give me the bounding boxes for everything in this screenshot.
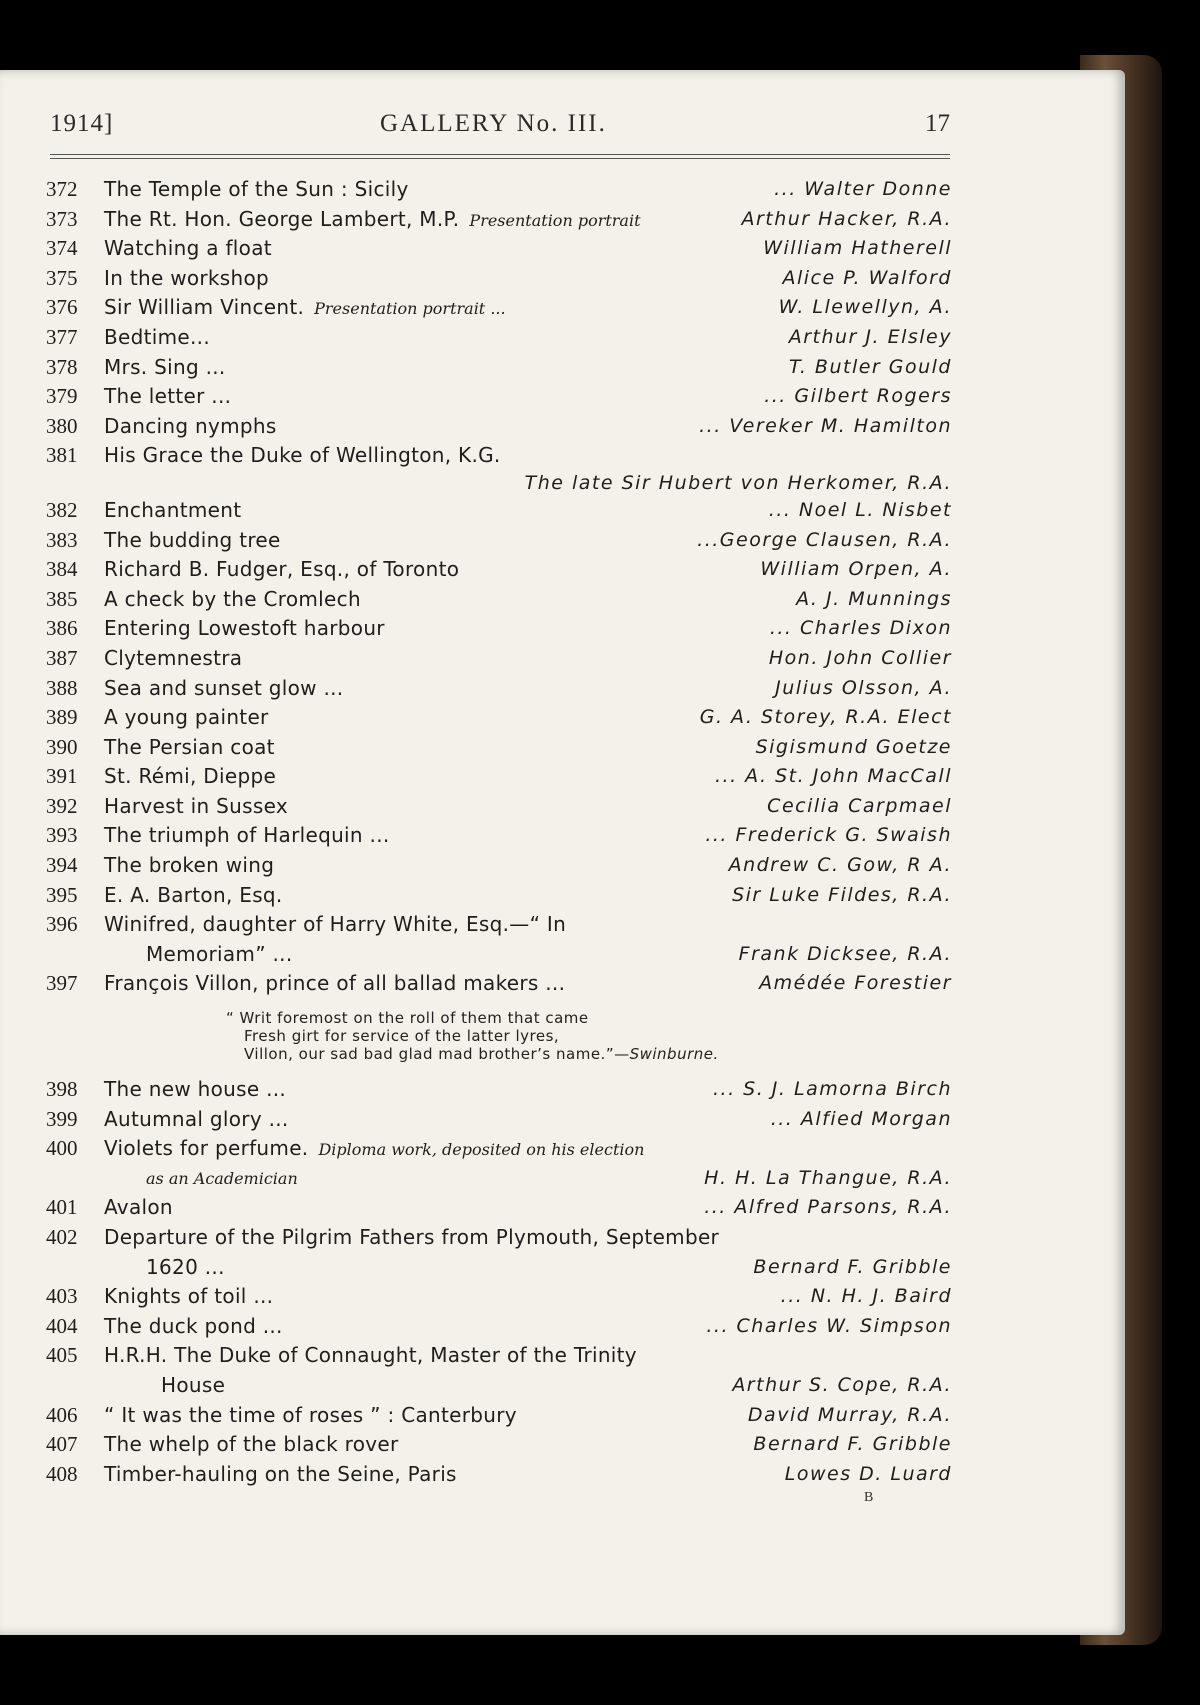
entry-row xyxy=(46,1134,952,1164)
entry-artist: W. Llewellyn, A. xyxy=(778,296,952,319)
quotation-line xyxy=(226,1027,952,1045)
entry-artist: ... Walter Donne xyxy=(774,178,952,200)
entry-number: 386 xyxy=(46,616,78,641)
catalogue-entry xyxy=(46,762,952,792)
entry-row xyxy=(46,555,952,585)
catalogue-entry xyxy=(46,910,952,969)
entry-title xyxy=(104,293,506,324)
entry-continuation xyxy=(46,1164,952,1194)
entry-number: 396 xyxy=(46,912,78,937)
entry-artist: G. A. Storey, R.A. Elect xyxy=(699,706,952,729)
entry-title xyxy=(104,264,269,294)
entry-artist: Julius Olsson, A. xyxy=(775,676,952,699)
entry-continuation xyxy=(46,940,952,970)
entry-title-text: E. A. Barton, Esq. xyxy=(104,882,283,907)
entry-row xyxy=(46,910,952,940)
entry-title-text: Sir William Vincent. xyxy=(104,295,305,320)
entry-title xyxy=(104,969,565,999)
entry-title-text: A check by the Cromlech xyxy=(104,586,361,611)
entry-title-text: A young painter xyxy=(104,705,269,730)
entry-number: 374 xyxy=(46,236,78,261)
entry-number: 388 xyxy=(46,675,78,700)
entry-number: 395 xyxy=(46,882,78,907)
entry-artist: H. H. La Thangue, R.A. xyxy=(704,1166,952,1189)
header-year: 1914] xyxy=(50,110,114,137)
catalogue-entry xyxy=(46,851,952,881)
entry-number: 404 xyxy=(46,1313,78,1338)
entry-title xyxy=(104,441,501,471)
entry-title xyxy=(104,881,283,911)
entry-title xyxy=(104,733,275,763)
entry-row xyxy=(46,412,952,442)
entry-row xyxy=(46,1401,952,1431)
entry-number: 382 xyxy=(46,497,78,522)
entry-title-text: Bedtime... xyxy=(104,324,210,349)
entry-title-text: “ It was the time of roses ” : Canterbury xyxy=(104,1402,517,1427)
catalogue-entry xyxy=(46,264,952,294)
quotation-line xyxy=(226,1009,952,1027)
catalogue-entry xyxy=(46,1282,952,1312)
entry-title-text: H.R.H. The Duke of Connaught, Master of the Trinity xyxy=(104,1343,637,1368)
entry-title xyxy=(104,851,274,881)
entry-number: 383 xyxy=(46,527,78,552)
entry-row xyxy=(46,441,952,471)
catalogue-entry xyxy=(46,1134,952,1193)
catalogue-entry xyxy=(46,382,952,412)
entry-note: Diploma work, deposited on his election xyxy=(318,1140,645,1160)
catalogue-entry xyxy=(46,323,952,353)
entry-artist: William Orpen, A. xyxy=(760,558,952,581)
entry-number: 394 xyxy=(46,853,78,878)
entry-title-text: Violets for perfume. xyxy=(104,1136,309,1161)
entry-number: 399 xyxy=(46,1106,78,1131)
entry-title-text: The broken wing xyxy=(104,853,275,878)
entry-number: 384 xyxy=(46,557,78,582)
entry-title-text: Mrs. Sing ... xyxy=(104,354,226,379)
entry-number: 400 xyxy=(46,1136,78,1161)
header-gallery-title: GALLERY No. III. xyxy=(380,110,607,137)
entry-title xyxy=(104,762,276,792)
entry-row xyxy=(46,1341,952,1371)
entry-title xyxy=(104,644,242,674)
entry-artist: ... A. St. John MacCall xyxy=(715,765,952,788)
entry-title-text: Harvest in Sussex xyxy=(104,793,288,818)
entry-number: 402 xyxy=(46,1225,78,1249)
entry-title xyxy=(104,1460,457,1490)
entry-title-text: Enchantment xyxy=(104,497,242,522)
entry-title-text: The Temple of the Sun : Sicily xyxy=(104,177,409,201)
entry-title-text: Timber-hauling on the Seine, Paris xyxy=(104,1461,457,1486)
entry-title-text: Autumnal glory ... xyxy=(104,1106,289,1131)
entry-title-text: Richard B. Fudger, Esq., of Toronto xyxy=(104,557,460,582)
entry-title-text: Winifred, daughter of Harry White, Esq.—“ In xyxy=(104,912,567,937)
entry-number: 392 xyxy=(46,793,78,818)
entry-row xyxy=(46,881,952,911)
entry-row xyxy=(46,614,952,644)
catalogue-entry xyxy=(46,969,952,999)
entry-title-text: The Rt. Hon. George Lambert, M.P. xyxy=(104,206,460,231)
entry-artist: Sir Luke Fildes, R.A. xyxy=(732,883,952,906)
entry-continuation xyxy=(46,1371,952,1401)
entry-artist: ... Frederick G. Swaish xyxy=(705,824,952,847)
entry-title xyxy=(104,910,566,940)
entry-artist: ... Noel L. Nisbet xyxy=(768,498,952,521)
entry-row xyxy=(46,733,952,763)
entry-title-text: Clytemnestra xyxy=(104,645,243,670)
entry-title xyxy=(104,821,390,851)
entry-number: 373 xyxy=(46,206,78,231)
entry-number: 387 xyxy=(46,645,78,670)
entry-row xyxy=(46,792,952,822)
catalogue-entry xyxy=(46,412,952,442)
entry-artist: Frank Dicksee, R.A. xyxy=(738,942,952,965)
entry-title xyxy=(104,1193,173,1223)
entry-artist: ... Charles W. Simpson xyxy=(706,1314,952,1337)
entry-title xyxy=(104,1223,719,1253)
entry-number: 381 xyxy=(46,443,78,468)
entry-artist: ...George Clausen, R.A. xyxy=(697,528,952,551)
entry-artist: Arthur J. Elsley xyxy=(788,325,952,348)
entry-title-text: The Persian coat xyxy=(104,734,275,759)
entry-artist: ... S. J. Lamorna Birch xyxy=(713,1078,952,1101)
page-header xyxy=(50,110,950,150)
entry-title-text: St. Rémi, Dieppe xyxy=(104,764,277,789)
entry-title xyxy=(104,1134,644,1165)
entry-note: Presentation portrait ... xyxy=(314,299,506,319)
catalogue-entry xyxy=(46,1312,952,1342)
quotation-text: “ Writ foremost on the roll of them that came xyxy=(226,1009,589,1028)
catalogue-entry xyxy=(46,526,952,556)
header-page-number: 17 xyxy=(925,110,950,137)
entry-title xyxy=(104,1075,286,1105)
catalogue-entry xyxy=(46,205,952,235)
catalogue-entry xyxy=(46,792,952,822)
entry-title-continuation: 1620 ... xyxy=(146,1254,225,1279)
entry-title-text: The letter ... xyxy=(104,384,232,409)
entry-title xyxy=(104,382,231,412)
entry-row xyxy=(46,496,952,526)
entry-title-text: His Grace the Duke of Wellington, K.G. xyxy=(104,443,501,468)
entry-title xyxy=(104,792,288,822)
entry-row xyxy=(46,851,952,881)
signature-mark: B xyxy=(864,1490,874,1505)
entry-artist: Arthur Hacker, R.A. xyxy=(741,207,952,230)
entry-number: 377 xyxy=(46,324,78,349)
entry-artist: ... Charles Dixon xyxy=(769,617,952,640)
entry-row xyxy=(46,1460,952,1490)
entry-row xyxy=(46,526,952,556)
entry-artist: ... Vereker M. Hamilton xyxy=(699,414,952,437)
entry-title-text: Departure of the Pilgrim Fathers from Plymouth, September xyxy=(104,1225,720,1249)
entry-row xyxy=(46,1075,952,1105)
entry-number: 397 xyxy=(46,971,78,996)
entry-artist: Amédée Forestier xyxy=(759,972,952,995)
entry-row xyxy=(46,969,952,999)
catalogue-entry xyxy=(46,353,952,383)
entry-title xyxy=(104,234,272,264)
entry-note: Presentation portrait xyxy=(469,210,641,230)
entry-row xyxy=(46,703,952,733)
catalogue-entry xyxy=(46,441,952,496)
entry-artist: Lowes D. Luard xyxy=(784,1462,952,1485)
entry-artist: Hon. John Collier xyxy=(768,646,952,669)
entry-number: 391 xyxy=(46,764,78,789)
entry-row xyxy=(46,175,952,205)
entry-artist: Bernard F. Gribble xyxy=(753,1255,952,1278)
quotation-source: Swinburne. xyxy=(629,1045,719,1064)
entry-continuation xyxy=(46,471,952,496)
entry-title xyxy=(104,496,241,526)
catalogue-entry xyxy=(46,175,952,205)
entry-row xyxy=(46,1282,952,1312)
entry-title xyxy=(104,526,281,556)
entry-note-continuation: as an Academician xyxy=(146,1168,298,1188)
entry-title xyxy=(104,175,409,205)
catalogue-entry xyxy=(46,703,952,733)
entry-title xyxy=(104,353,226,383)
entry-row xyxy=(46,585,952,615)
catalogue-entry xyxy=(46,881,952,911)
catalogue-entry xyxy=(46,555,952,585)
catalogue-entry xyxy=(46,1401,952,1431)
header-rule xyxy=(50,154,950,155)
entry-row xyxy=(46,644,952,674)
entry-number: 408 xyxy=(46,1461,78,1486)
entry-title-text: The duck pond ... xyxy=(104,1313,283,1338)
entry-title-text: Knights of toil ... xyxy=(104,1284,274,1309)
catalogue-entry xyxy=(46,1193,952,1223)
entry-artist: Bernard F. Gribble xyxy=(753,1433,952,1456)
entry-artist: A. J. Munnings xyxy=(796,587,952,610)
entry-title-text: Sea and sunset glow ... xyxy=(104,675,344,700)
catalogue-entry xyxy=(46,496,952,526)
entry-title xyxy=(104,674,343,704)
entry-title xyxy=(104,614,385,644)
entry-row xyxy=(46,264,952,294)
catalogue-entry xyxy=(46,293,952,323)
entry-number: 378 xyxy=(46,354,78,379)
entry-artist: T. Butler Gould xyxy=(788,355,952,378)
quotation-text: Villon, our sad bad glad mad brother’s name.”— xyxy=(244,1045,630,1064)
entry-title xyxy=(104,1341,637,1371)
catalogue-entry xyxy=(46,234,952,264)
entry-title-text: The whelp of the black rover xyxy=(104,1432,399,1457)
entry-artist: Arthur S. Cope, R.A. xyxy=(732,1373,952,1396)
entry-row xyxy=(46,1312,952,1342)
entry-title-text: The triumph of Harlequin ... xyxy=(104,823,390,848)
entry-number: 401 xyxy=(46,1195,78,1220)
entry-artist: ... Alfied Morgan xyxy=(770,1107,952,1130)
entry-title xyxy=(104,412,277,442)
entry-artist: ... Gilbert Rogers xyxy=(764,385,952,408)
entry-number: 390 xyxy=(46,734,78,759)
entry-number: 372 xyxy=(46,177,78,201)
catalogue-entry xyxy=(46,1430,952,1460)
entry-title xyxy=(104,555,459,585)
entry-row xyxy=(46,353,952,383)
entry-artist: William Hatherell xyxy=(763,237,952,260)
entry-title-text: In the workshop xyxy=(104,265,270,290)
entry-row xyxy=(46,205,952,235)
entry-number: 406 xyxy=(46,1402,78,1427)
entry-title-text: Entering Lowestoft harbour xyxy=(104,616,385,641)
catalogue-page xyxy=(0,70,1125,1635)
entry-title xyxy=(104,205,641,236)
entry-row xyxy=(46,1430,952,1460)
entry-title-text: The new house ... xyxy=(104,1077,287,1102)
entry-title-text: François Villon, prince of all ballad makers ... xyxy=(104,971,566,996)
entry-row xyxy=(46,1193,952,1223)
entry-title xyxy=(104,1282,273,1312)
entry-title-text: Watching a float xyxy=(104,236,272,261)
entry-title-text: Dancing nymphs xyxy=(104,413,277,438)
catalogue-entry xyxy=(46,674,952,704)
catalogue-entry xyxy=(46,733,952,763)
entry-artist: Sigismund Goetze xyxy=(755,735,952,758)
entry-title xyxy=(104,323,210,353)
catalogue-entry xyxy=(46,821,952,851)
catalogue-entry xyxy=(46,1075,952,1105)
entry-row xyxy=(46,1105,952,1135)
poem-quotation xyxy=(226,1009,952,1063)
entry-row xyxy=(46,1223,952,1253)
catalogue-entry xyxy=(46,644,952,674)
entry-artist: ... N. H. J. Baird xyxy=(780,1285,952,1308)
entry-row xyxy=(46,323,952,353)
entry-row xyxy=(46,821,952,851)
entry-row xyxy=(46,382,952,412)
catalogue-entry xyxy=(46,614,952,644)
quotation-line xyxy=(226,1045,952,1063)
catalogue-entry xyxy=(46,1341,952,1400)
quotation-text: Fresh girt for service of the latter lyres, xyxy=(244,1027,560,1046)
entry-number: 385 xyxy=(46,586,78,611)
entry-title-continuation: House xyxy=(161,1372,226,1397)
catalogue-entry xyxy=(46,1460,952,1490)
entry-artist: Cecilia Carpmael xyxy=(767,794,952,817)
catalogue-entry xyxy=(46,1223,952,1282)
entry-title xyxy=(104,585,361,615)
entry-row xyxy=(46,234,952,264)
entry-row xyxy=(46,293,952,323)
header-rule-double xyxy=(50,158,950,159)
catalogue-entries xyxy=(46,175,952,1489)
entry-artist: David Murray, R.A. xyxy=(747,1403,952,1426)
entry-title-text: The budding tree xyxy=(104,527,281,552)
entry-artist: The late Sir Hubert von Herkomer, R.A. xyxy=(524,471,952,494)
entry-title xyxy=(104,1105,289,1135)
entry-number: 407 xyxy=(46,1432,78,1457)
entry-artist: Alice P. Walford xyxy=(782,266,952,289)
entry-artist: Andrew C. Gow, R A. xyxy=(728,854,952,877)
entry-title xyxy=(104,1401,517,1431)
entry-number: 376 xyxy=(46,295,78,320)
entry-number: 393 xyxy=(46,823,78,848)
entry-number: 389 xyxy=(46,705,78,730)
entry-title xyxy=(104,703,269,733)
entry-number: 380 xyxy=(46,413,78,438)
entry-number: 398 xyxy=(46,1077,78,1102)
entry-title xyxy=(104,1430,399,1460)
entry-number: 379 xyxy=(46,384,78,409)
entry-artist: ... Alfred Parsons, R.A. xyxy=(704,1196,952,1219)
entry-title-text: Avalon xyxy=(104,1195,173,1220)
entry-number: 405 xyxy=(46,1343,78,1368)
catalogue-entry xyxy=(46,585,952,615)
entry-number: 403 xyxy=(46,1284,78,1309)
entry-title xyxy=(104,1312,283,1342)
catalogue-entry xyxy=(46,1105,952,1135)
entry-continuation xyxy=(46,1253,952,1283)
entry-number: 375 xyxy=(46,265,78,290)
entry-title-continuation: Memoriam” ... xyxy=(146,941,293,966)
entry-row xyxy=(46,762,952,792)
entry-row xyxy=(46,674,952,704)
